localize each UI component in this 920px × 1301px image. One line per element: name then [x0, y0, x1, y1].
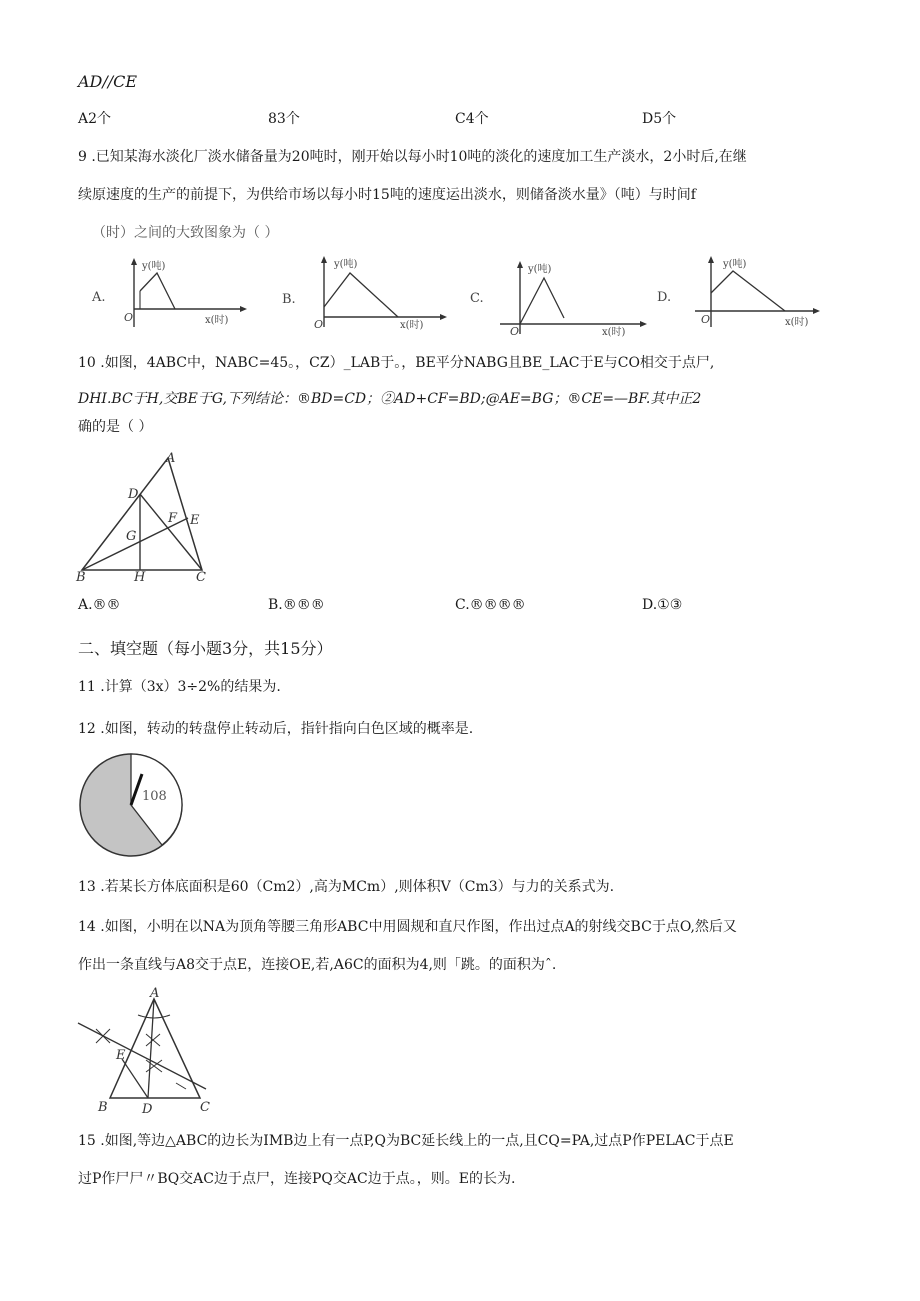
q9-graph-b-y-label: y(吨) [334, 259, 358, 270]
q12-text: 12 .如图，转动的转盘停止转动后，指针指向白色区域的概率是. [78, 721, 474, 737]
q9-graph-b-label: B. [282, 292, 296, 307]
q9-graph-d-origin: O [701, 313, 711, 326]
q14-text-line1: 14 .如图，小明在以NA为顶角等腰三角形ABC中用圆规和直尺作图，作出过点A的射线交BC于点O,然后又 [78, 919, 737, 935]
q9-text-line3: （时）之间的大致图象为（ ） [92, 225, 279, 241]
q9-graph-d-y-label: y(吨) [723, 259, 747, 270]
q9-graph-d-label: D. [657, 290, 672, 305]
q11-text: 11 .计算（3x）3÷2%的结果为. [78, 679, 281, 695]
q10-label-e: E [190, 513, 200, 528]
q10-label-g: G [126, 529, 137, 544]
q14-label-b: B [98, 1100, 108, 1115]
q9-graph-c-x-label: x(时) [602, 327, 626, 338]
q12-angle-label: 108 [142, 789, 167, 804]
q14-triangle-figure [78, 985, 213, 1115]
q8-option-c: C4个 [455, 111, 489, 127]
q10-label-h: H [134, 570, 146, 585]
q10-label-c: C [196, 570, 206, 585]
q10-option-b: B.®®® [268, 597, 325, 613]
q10-label-b: B [76, 570, 86, 585]
q9-graph-b-x-label: x(时) [400, 320, 424, 331]
q9-graph-c-origin: O [510, 325, 520, 338]
q9-graph-d [655, 255, 830, 330]
q9-graph-a-origin: O [124, 311, 134, 324]
q10-text-line2: DHI.BC于H,交BE于G,下列结论：®BD=CD；②AD+CF=BD;@AE=BG；®CE=—BF.其中正2 [78, 391, 702, 407]
q10-text-line3: 确的是（ ） [78, 419, 153, 435]
q8-option-a: A2个 [78, 111, 112, 127]
q10-text-line1: 10 .如图，4ABC中，NABC=45。，CZ）_LAB于。，BE平分NABG且BE_LAC于E与CO相交于点尸, [78, 355, 715, 371]
q10-triangle-figure [76, 448, 216, 583]
q14-label-d: D [142, 1102, 153, 1117]
q9-text-line1: 9 .已知某海水淡化厂淡水储备量为20吨时，刚开始以每小时10吨的淡化的速度加工生产淡水，2小时后,在继 [78, 149, 747, 165]
q10-option-a: A.®® [78, 597, 121, 613]
q9-graph-c-y-label: y(吨) [528, 264, 552, 275]
section-2-title: 二、填空题（每小题3分，共15分） [78, 639, 333, 658]
q9-graph-d-x-label: x(时) [785, 317, 809, 328]
q14-text-line2: 作出一条直线与A8交于点E，连接OE,若,A6C的面积为4,则「跳。的面积为ˆ. [78, 957, 557, 973]
q15-text-line2: 过P作尸尸〃BQ交AC边于点尸，连接PQ交AC边于点。，则。E的长为. [78, 1171, 516, 1187]
q9-graph-a-label: A. [92, 290, 106, 305]
q9-graph-b [280, 255, 450, 330]
q9-text-line2: 续原速度的生产的前提下，为供给市场以每小时15吨的速度运出淡水，则储备淡水量》（吨）与时间f [78, 187, 696, 203]
q9-graph-c-label: C. [470, 291, 484, 306]
q9-graph-a-x-label: x(时) [205, 315, 229, 326]
q14-label-a: A [150, 986, 160, 1001]
q10-label-d: D [128, 487, 139, 502]
q10-label-a: A [166, 451, 176, 466]
q13-text: 13 .若某长方体底面积是60（Cm2）,高为MCm）,则体积V（Cm3）与力的关系式为. [78, 879, 615, 895]
q9-graph-a-y-label: y(吨) [142, 261, 166, 272]
q9-graph-a [90, 255, 250, 330]
q9-graph-b-origin: O [314, 318, 324, 331]
q14-label-c: C [200, 1100, 210, 1115]
q10-label-f: F [168, 511, 178, 526]
q8-option-d: D5个 [642, 111, 677, 127]
q8-option-b: 83个 [268, 111, 300, 127]
q10-option-d: D.①③ [642, 597, 683, 613]
q9-graph-c [470, 258, 645, 338]
q15-text-line1: 15 .如图,等边△ABC的边长为IMB边上有一点P,Q为BC延长线上的一点,且CQ=PA,过点P作PELAC于点E [78, 1133, 734, 1149]
q10-option-c: C.®®®® [455, 597, 526, 613]
q12-spinner-figure [78, 752, 186, 860]
previous-question-fragment: AD//CE [78, 72, 138, 91]
q14-label-e: E [116, 1048, 126, 1063]
